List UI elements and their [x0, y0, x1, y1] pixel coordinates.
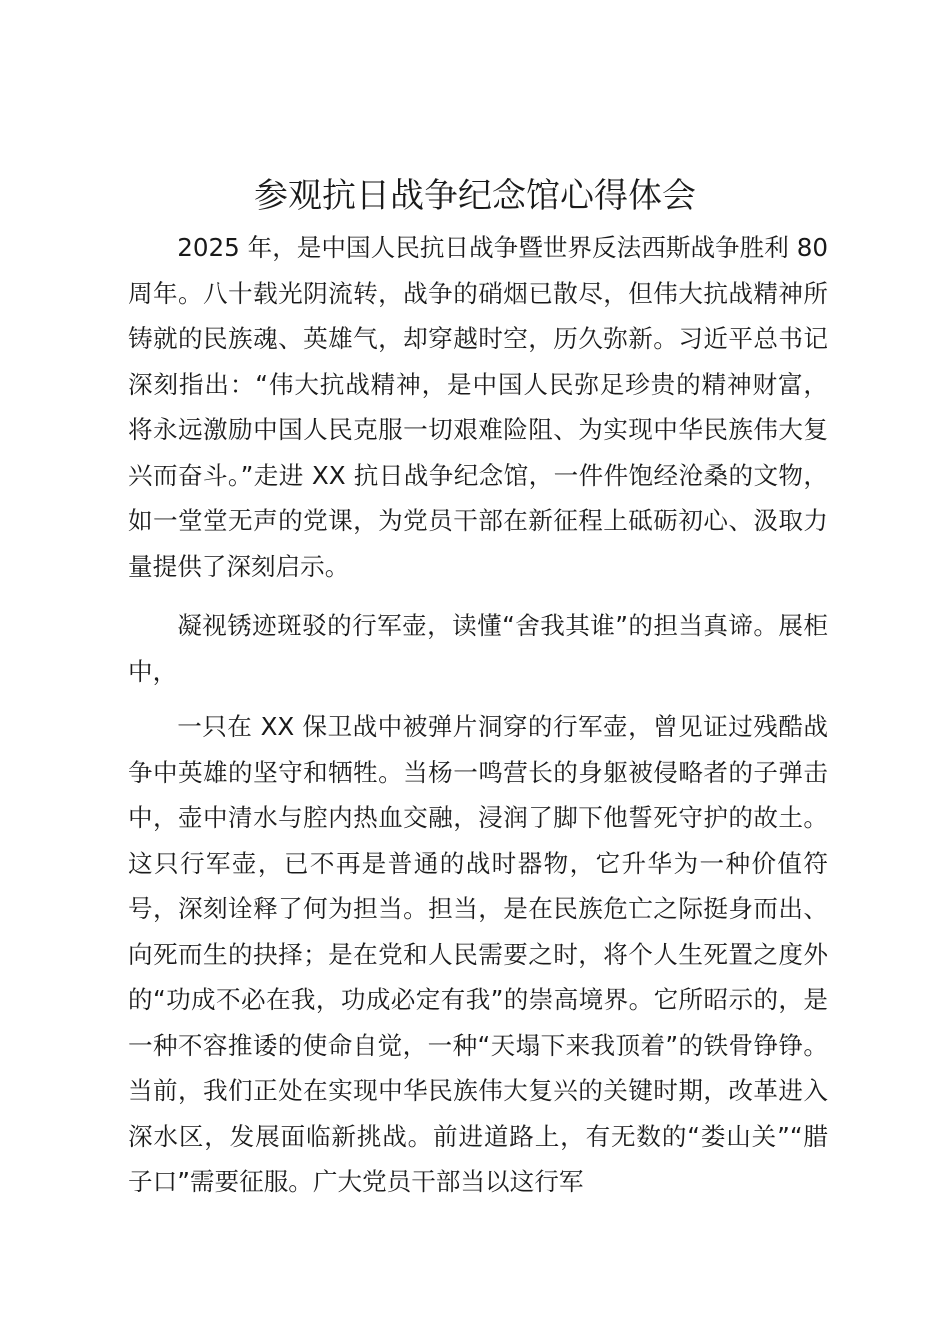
paragraph-intro: 2025 年，是中国人民抗日战争暨世界反法西斯战争胜利 80 周年。八十载光阴流转，战争的硝烟已散尽，但伟大抗战精神所铸就的民族魂、英雄气，却穿越时空，历久弥新。习近平总书记深刻指出：“伟大抗战精神，是中国人民弥足珍贵的精神财富，将永远激励中国人民克服一切艰难险阻、为实现中华民族伟大复兴而奋斗。”走进 XX 抗日战争纪念馆，一件件饱经沧桑的文物，如一堂堂无声的党课，为党员干部在新征程上砥砺初心、汲取力量提供了深刻启示。 — [128, 233, 828, 581]
paragraph-canteen-heading: 凝视锈迹斑驳的行军壶，读懂“舍我其谁”的担当真谛。展柜中， — [128, 611, 828, 686]
document-body — [128, 225, 828, 1205]
paragraph-canteen-story: 一只在 XX 保卫战中被弹片洞穿的行军壶，曾见证过残酷战争中英雄的坚守和牺牲。当杨一鸣营长的身躯被侵略者的子弹击中，壶中清水与腔内热血交融，浸润了脚下他誓死守护的故土。这只行军壶，已不再是普通的战时器物，它升华为一种价值符号，深刻诠释了何为担当。担当，是在民族危亡之际挺身而出、向死而生的抉择；是在党和人民需要之时，将个人生死置之度外的“功成不必在我，功成必定有我”的崇高境界。它所昭示的，是一种不容推诿的使命自觉，一种“天塌下来我顶着”的铁骨铮铮。当前，我们正处在实现中华民族伟大复兴的关键时期，改革进入深水区，发展面临新挑战。前进道路上，有无数的“娄山关”“腊子口”需要征服。广大党员干部当以这行军 — [128, 712, 828, 1196]
document-title: 参观抗日战争纪念馆心得体会 — [254, 176, 696, 216]
